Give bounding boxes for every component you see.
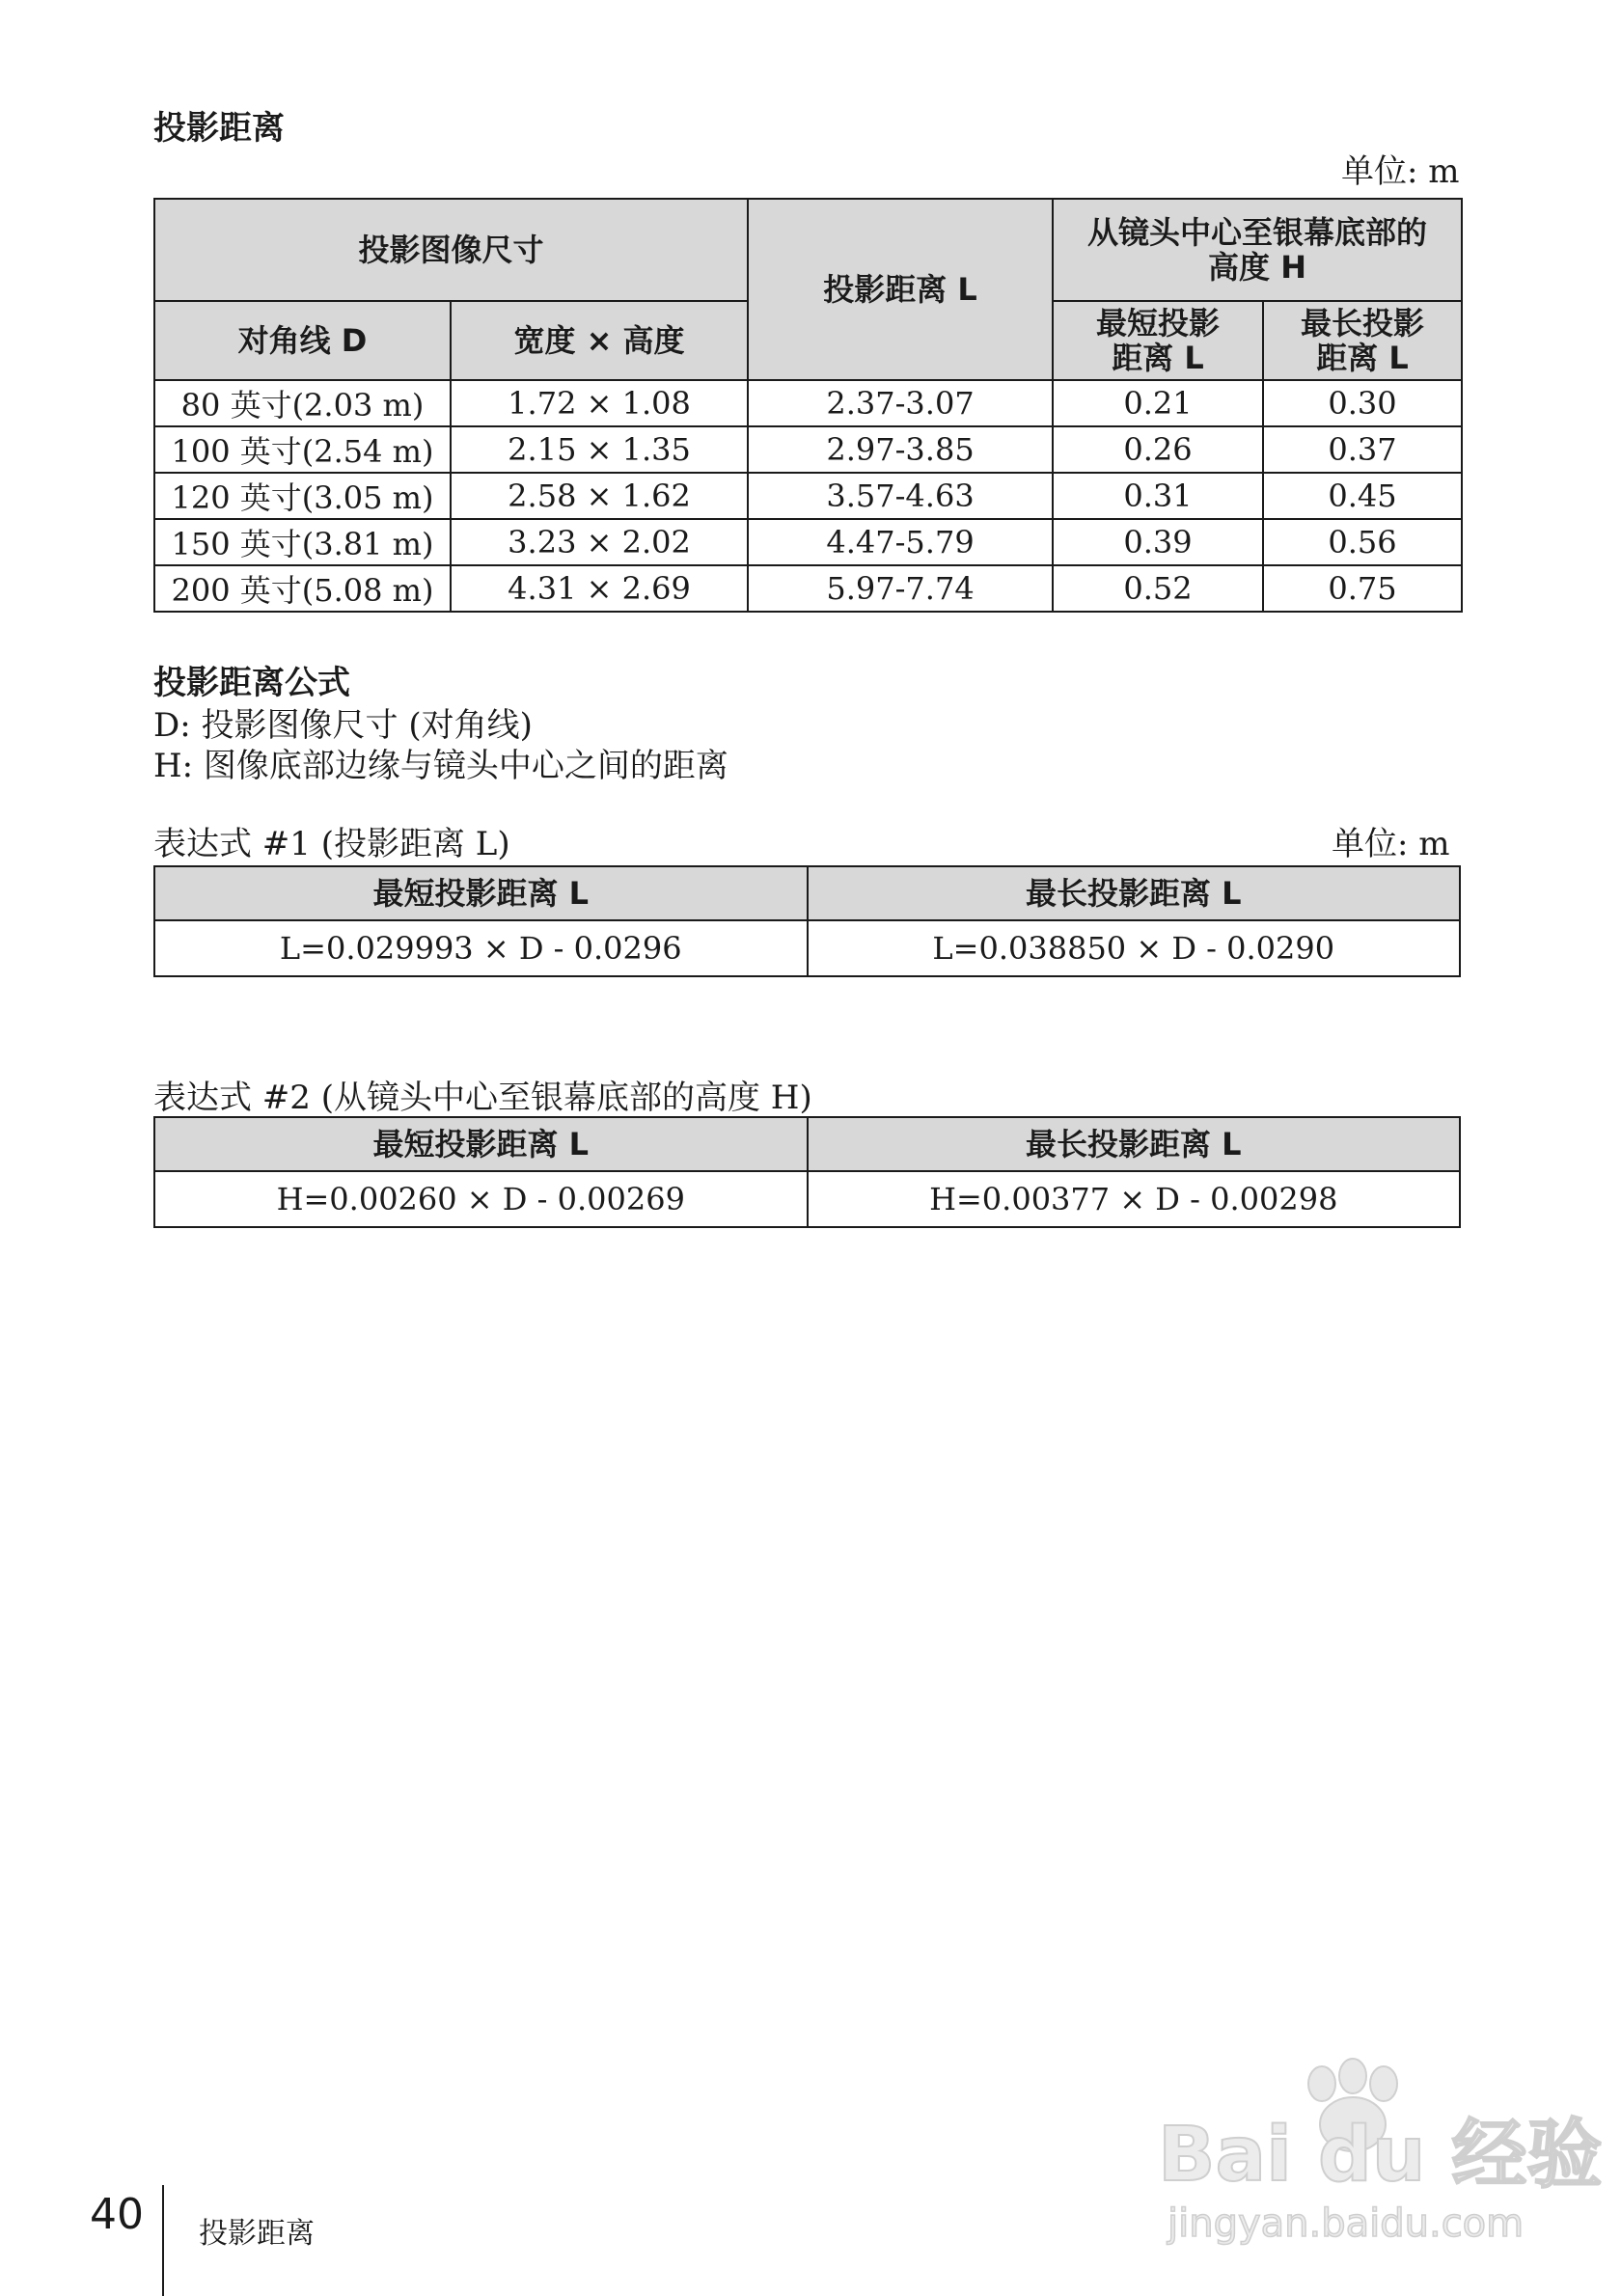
table-row xyxy=(154,473,1462,519)
cell-size: 2.15 × 1.35 xyxy=(451,426,748,473)
expression1-caption: 表达式 #1 (投影距离 L) xyxy=(153,825,510,863)
formula-definition-d: D: 投影图像尺寸 (对角线) xyxy=(153,706,533,745)
header-max-distance: 最长投影距离 L xyxy=(1263,301,1462,380)
cell-distance: 2.97-3.85 xyxy=(748,426,1053,473)
table-row xyxy=(154,565,1462,612)
cell-h-min: 0.21 xyxy=(1053,380,1263,426)
cell-h-max: 0.30 xyxy=(1263,380,1462,426)
expression1-header-min: 最短投影距离 L xyxy=(154,866,808,920)
expression2-formula-max: H=0.00377 × D - 0.00298 xyxy=(808,1171,1461,1227)
header-distance: 投影距离 L xyxy=(748,199,1053,380)
watermark-brand: Bai du 经验 xyxy=(1158,2112,1603,2199)
header-diagonal: 对角线 D xyxy=(154,301,451,380)
watermark-url: jingyan.baidu.com xyxy=(1168,2201,1525,2246)
cell-diagonal: 150 英寸(3.81 m) xyxy=(154,519,451,565)
expression1-table xyxy=(153,865,1461,977)
cell-distance: 4.47-5.79 xyxy=(748,519,1053,565)
cell-diagonal: 200 英寸(5.08 m) xyxy=(154,565,451,612)
table-row xyxy=(154,426,1462,473)
cell-diagonal: 80 英寸(2.03 m) xyxy=(154,380,451,426)
cell-distance: 3.57-4.63 xyxy=(748,473,1053,519)
cell-size: 2.58 × 1.62 xyxy=(451,473,748,519)
baidu-jingyan-watermark xyxy=(1148,2055,1603,2248)
section-title: 投影距离 xyxy=(153,109,285,148)
cell-h-min: 0.39 xyxy=(1053,519,1263,565)
formula-definition-h: H: 图像底部边缘与镜头中心之间的距离 xyxy=(153,747,728,785)
expression1-formula-max: L=0.038850 × D - 0.0290 xyxy=(808,920,1461,976)
expression2-caption: 表达式 #2 (从镜头中心至银幕底部的高度 H) xyxy=(153,1079,812,1117)
cell-size: 3.23 × 2.02 xyxy=(451,519,748,565)
cell-h-max: 0.75 xyxy=(1263,565,1462,612)
cell-distance: 2.37-3.07 xyxy=(748,380,1053,426)
cell-h-max: 0.37 xyxy=(1263,426,1462,473)
footer-divider xyxy=(162,2185,164,2296)
cell-size: 1.72 × 1.08 xyxy=(451,380,748,426)
cell-h-min: 0.26 xyxy=(1053,426,1263,473)
cell-distance: 5.97-7.74 xyxy=(748,565,1053,612)
cell-size: 4.31 × 2.69 xyxy=(451,565,748,612)
cell-h-max: 0.56 xyxy=(1263,519,1462,565)
header-height-from-lens: 从镜头中心至银幕底部的高度 H xyxy=(1053,199,1462,301)
projection-distance-table xyxy=(153,198,1463,613)
cell-h-max: 0.45 xyxy=(1263,473,1462,519)
cell-h-min: 0.52 xyxy=(1053,565,1263,612)
table-row xyxy=(154,519,1462,565)
header-min-distance: 最短投影距离 L xyxy=(1053,301,1263,380)
expression1-unit: 单位: m xyxy=(1332,825,1450,863)
table-row xyxy=(154,380,1462,426)
expression2-header-min: 最短投影距离 L xyxy=(154,1117,808,1171)
formula-section-title: 投影距离公式 xyxy=(153,664,350,702)
header-width-height: 宽度 × 高度 xyxy=(451,301,748,380)
expression2-table xyxy=(153,1116,1461,1228)
unit-label: 单位: m xyxy=(1341,152,1460,191)
expression2-header-max: 最长投影距离 L xyxy=(808,1117,1461,1171)
page-number: 40 xyxy=(90,2190,144,2239)
footer-title: 投影距离 xyxy=(199,2217,315,2251)
header-image-size: 投影图像尺寸 xyxy=(154,199,748,301)
cell-diagonal: 100 英寸(2.54 m) xyxy=(154,426,451,473)
expression1-formula-min: L=0.029993 × D - 0.0296 xyxy=(154,920,808,976)
expression2-formula-min: H=0.00260 × D - 0.00269 xyxy=(154,1171,808,1227)
cell-diagonal: 120 英寸(3.05 m) xyxy=(154,473,451,519)
expression1-header-max: 最长投影距离 L xyxy=(808,866,1461,920)
cell-h-min: 0.31 xyxy=(1053,473,1263,519)
